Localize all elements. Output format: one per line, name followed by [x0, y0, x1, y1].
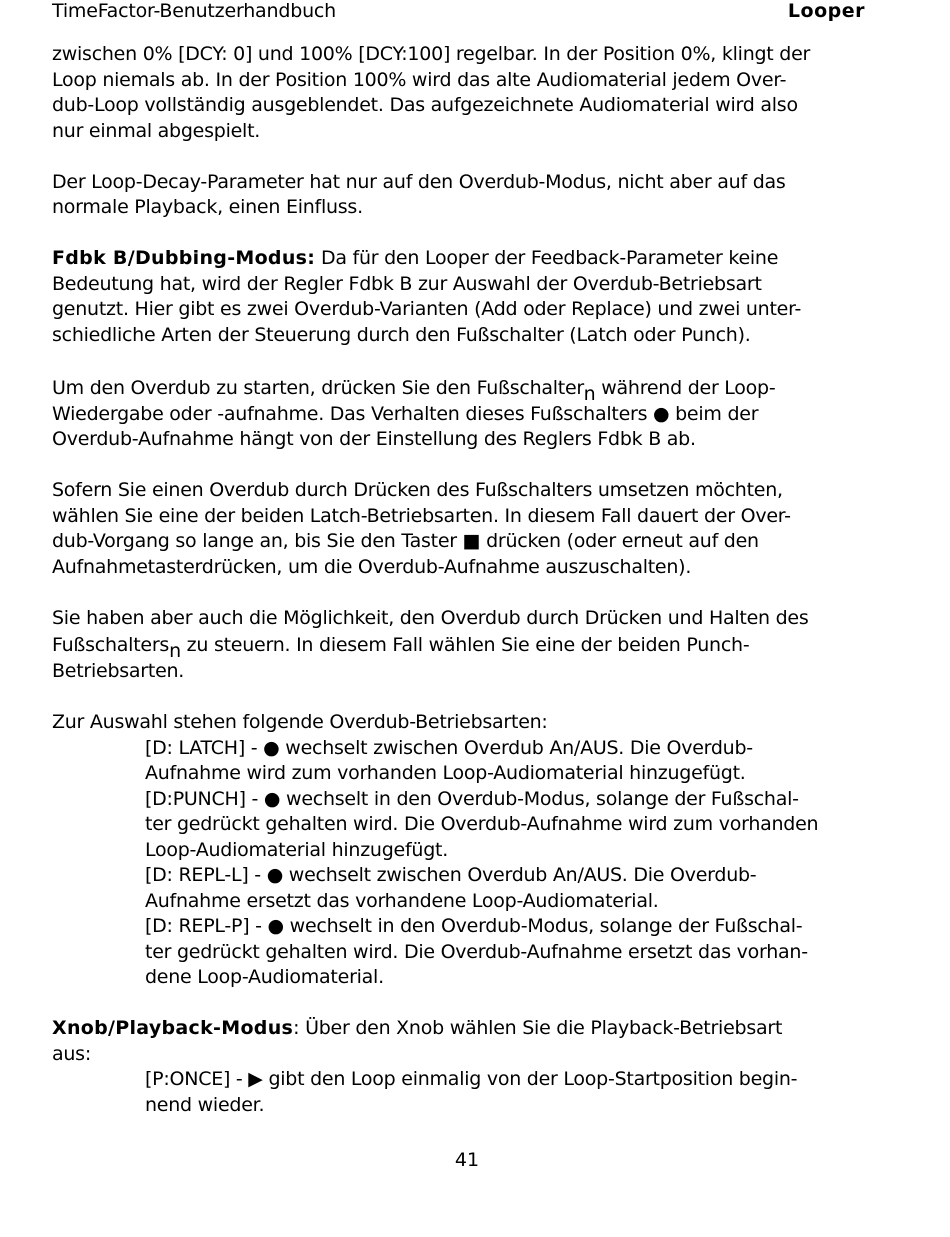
- paragraph-overdub-start: [52, 374, 882, 453]
- text-line: Overdub-Aufnahme hängt von der Einstellung des Reglers Fdbk B ab.: [52, 428, 696, 450]
- text-line: [52, 374, 882, 405]
- paragraph-overdub-mode-list: [52, 710, 882, 991]
- text-line: Aufnahmetasterdrücken, um die Overdub-Aufnahme auszuschalten).: [52, 555, 692, 578]
- text-line: aus:: [52, 1042, 91, 1065]
- text-line: nur einmal abgespielt.: [52, 119, 261, 142]
- text-run: während der Loop-: [595, 376, 776, 399]
- text-line: genutzt. Hier gibt es zwei Overdub-Varianten (Add oder Replace) und zwei unter-: [52, 298, 802, 320]
- text-line: Bedeutung hat, wird der Regler Fdbk B zur Auswahl der Overdub-Betriebsart: [52, 272, 762, 295]
- text-line: dub-Loop vollständig ausgeblendet. Das aufgezeichnete Audiomaterial wird also: [52, 94, 798, 116]
- text-line: nend wieder.: [145, 1093, 265, 1116]
- list-item-repl-l: [D: REPL-L] - ● wechselt zwischen Overdub An/AUS. Die Overdub-: [145, 864, 757, 886]
- text-line: ter gedrückt gehalten wird. Die Overdub-Aufnahme wird zum vorhanden: [145, 813, 819, 835]
- text-line: [52, 1016, 882, 1042]
- list-item-punch: [D:PUNCH] - ● wechselt in den Overdub-Modus, solange der Fußschal-: [145, 787, 799, 810]
- text-line: Loop niemals ab. In der Position 100% wird das alte Audiomaterial jedem Over-: [52, 68, 787, 91]
- running-header-section: Looper: [787, 0, 865, 22]
- text-run: : Über den Xnob wählen Sie die Playback-Betriebsart: [293, 1017, 783, 1039]
- text-line: dene Loop-Audiomaterial.: [145, 966, 384, 988]
- page-number: 41: [454, 1149, 480, 1171]
- text-line: Aufnahme ersetzt das vorhandene Loop-Audiomaterial.: [145, 889, 659, 912]
- text-line: Betriebsarten.: [52, 660, 185, 682]
- text-line: dub-Vorgang so lange an, bis Sie den Taster ■ drücken (oder erneut auf den: [52, 530, 759, 552]
- paragraph-punch-modes: [52, 606, 882, 685]
- text-line: Sofern Sie einen Overdub durch Drücken des Fußschalters umsetzen möchten,: [52, 479, 783, 501]
- paragraph-loop-decay-note: [52, 170, 882, 221]
- text-line: normale Playback, einen Einfluss.: [52, 196, 363, 218]
- text-run: zu steuern. In diesem Fall wählen Sie eine der beiden Punch-: [180, 634, 750, 656]
- text-line: Der Loop-Decay-Parameter hat nur auf den Overdub-Modus, nicht aber auf das: [52, 170, 786, 193]
- text-line: Aufnahme wird zum vorhanden Loop-Audiomaterial hinzugefügt.: [145, 762, 746, 784]
- body-text: [52, 42, 882, 1118]
- manual-page: [52, 0, 882, 1237]
- text-line: [52, 246, 882, 272]
- text-line: zwischen 0% [DCY: 0] und 100% [DCY:100] regelbar. In der Position 0%, klingt der: [52, 43, 811, 65]
- footswitch-subscript: n: [169, 640, 181, 662]
- section-heading-playback-mode: Xnob/Playback-Modus: [52, 1017, 294, 1039]
- list-item-once: [P:ONCE] - ▶ gibt den Loop einmalig von der Loop-Startposition begin-: [145, 1068, 798, 1090]
- text-run: Fußschalters: [52, 634, 170, 656]
- paragraph-playback-mode: [52, 1016, 882, 1118]
- list-item-repl-p: [D: REPL-P] - ● wechselt in den Overdub-Modus, solange der Fußschal-: [145, 915, 803, 937]
- paragraph-latch-modes: [52, 478, 882, 580]
- text-line: Zur Auswahl stehen folgende Overdub-Betriebsarten:: [52, 711, 548, 733]
- list-item-latch: [D: LATCH] - ● wechselt zwischen Overdub An/AUS. Die Overdub-: [145, 736, 753, 759]
- paragraph-dubbing-mode: [52, 246, 882, 348]
- running-header-title: TimeFactor-Benutzerhandbuch: [52, 0, 336, 22]
- text-line: schiedliche Arten der Steuerung durch den Fußschalter (Latch oder Punch).: [52, 323, 751, 346]
- text-line: wählen Sie eine der beiden Latch-Betriebsarten. In diesem Fall dauert der Over-: [52, 504, 791, 527]
- text-line: Wiedergabe oder -aufnahme. Das Verhalten dieses Fußschalters ● beim der: [52, 402, 759, 425]
- section-heading-dubbing-mode: Fdbk B/Dubbing-Modus:: [52, 247, 316, 269]
- paragraph-loop-decay-range: [52, 42, 882, 144]
- text-run: Da für den Looper der Feedback-Parameter keine: [315, 247, 779, 269]
- text-line: Sie haben aber auch die Möglichkeit, den Overdub durch Drücken und Halten des: [52, 606, 809, 629]
- text-line: [52, 631, 882, 662]
- text-line: Loop-Audiomaterial hinzugefügt.: [145, 838, 449, 861]
- footswitch-subscript: n: [583, 382, 596, 405]
- text-line: ter gedrückt gehalten wird. Die Overdub-Aufnahme ersetzt das vorhan-: [145, 940, 808, 963]
- text-run: Um den Overdub zu starten, drücken Sie den Fußschalter: [52, 376, 584, 399]
